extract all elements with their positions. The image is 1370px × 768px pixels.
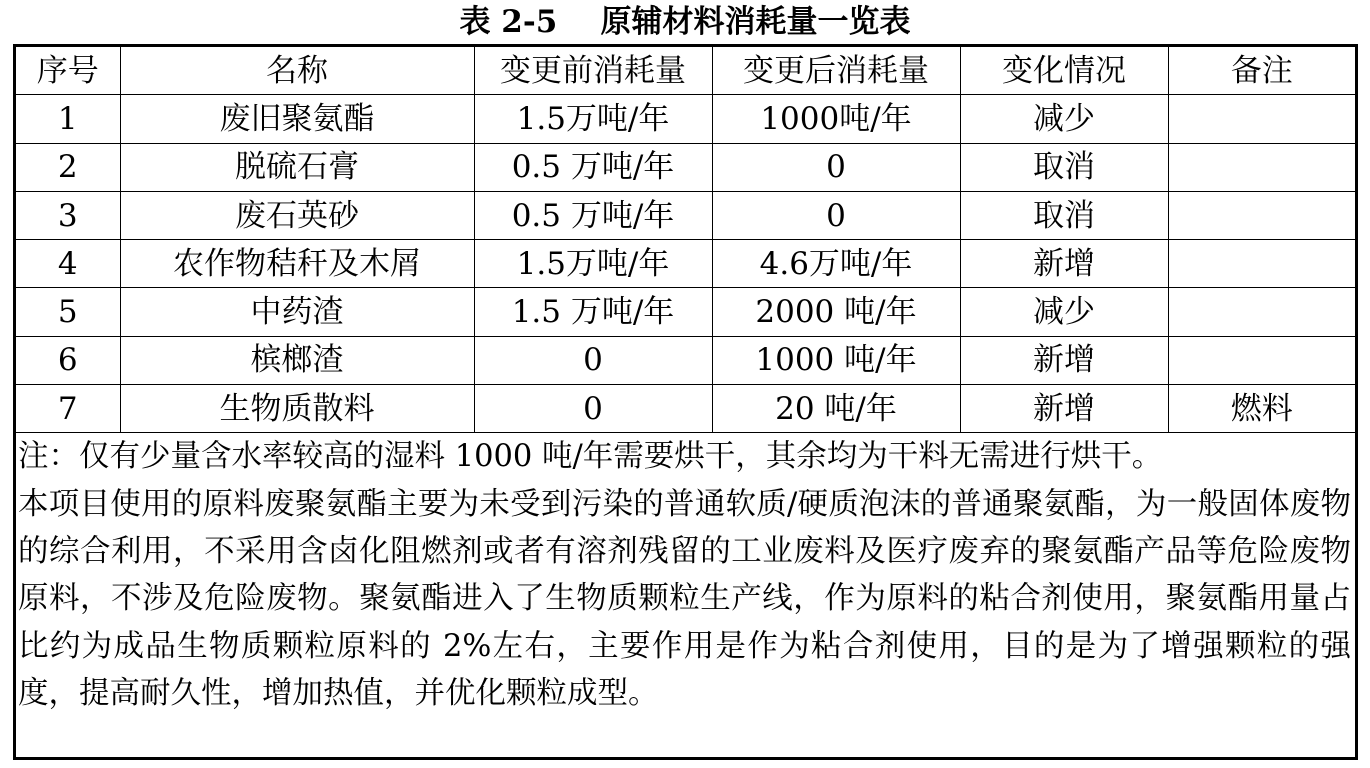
header-remark: 备注 — [1168, 47, 1355, 95]
cell-remark — [1168, 288, 1355, 336]
cell-index: 3 — [16, 191, 120, 239]
cell-after: 1000 吨/年 — [712, 336, 960, 384]
cell-index: 4 — [16, 240, 120, 288]
cell-after: 0 — [712, 143, 960, 191]
cell-change: 减少 — [960, 288, 1168, 336]
cell-after: 20 吨/年 — [712, 385, 960, 433]
cell-before: 0 — [474, 385, 712, 433]
materials-table — [16, 47, 1355, 433]
cell-change: 新增 — [960, 385, 1168, 433]
cell-remark — [1168, 191, 1355, 239]
cell-name: 农作物秸秆及木屑 — [120, 240, 474, 288]
cell-remark — [1168, 143, 1355, 191]
cell-change: 新增 — [960, 336, 1168, 384]
table-caption: 表 2-5 原辅材料消耗量一览表 — [459, 4, 911, 40]
cell-remark — [1168, 336, 1355, 384]
cell-before: 1.5万吨/年 — [474, 240, 712, 288]
table-row — [16, 143, 1355, 191]
table-row — [16, 336, 1355, 384]
table-row — [16, 288, 1355, 336]
cell-index: 6 — [16, 336, 120, 384]
cell-name: 生物质散料 — [120, 385, 474, 433]
header-after: 变更后消耗量 — [712, 47, 960, 95]
table-notes — [16, 433, 1355, 717]
header-change: 变化情况 — [960, 47, 1168, 95]
cell-name: 废石英砂 — [120, 191, 474, 239]
table-header-row — [16, 47, 1355, 95]
cell-remark — [1168, 95, 1355, 143]
cell-index: 2 — [16, 143, 120, 191]
cell-remark — [1168, 240, 1355, 288]
cell-name: 中药渣 — [120, 288, 474, 336]
cell-after: 1000吨/年 — [712, 95, 960, 143]
cell-before: 1.5万吨/年 — [474, 95, 712, 143]
cell-after: 2000 吨/年 — [712, 288, 960, 336]
cell-change: 取消 — [960, 191, 1168, 239]
cell-index: 7 — [16, 385, 120, 433]
table-frame — [13, 44, 1358, 760]
cell-name: 槟榔渣 — [120, 336, 474, 384]
cell-before: 0.5 万吨/年 — [474, 191, 712, 239]
cell-before: 0.5 万吨/年 — [474, 143, 712, 191]
cell-after: 4.6万吨/年 — [712, 240, 960, 288]
cell-change: 减少 — [960, 95, 1168, 143]
table-row — [16, 240, 1355, 288]
cell-change: 取消 — [960, 143, 1168, 191]
cell-before: 1.5 万吨/年 — [474, 288, 712, 336]
cell-before: 0 — [474, 336, 712, 384]
table-row — [16, 95, 1355, 143]
cell-remark: 燃料 — [1168, 385, 1355, 433]
cell-after: 0 — [712, 191, 960, 239]
note-line: 注：仅有少量含水率较高的湿料 1000 吨/年需要烘干，其余均为干料无需进行烘干。 — [18, 439, 1163, 475]
header-index: 序号 — [16, 47, 120, 95]
table-row — [16, 385, 1355, 433]
header-name: 名称 — [120, 47, 474, 95]
cell-name: 脱硫石膏 — [120, 143, 474, 191]
note-paragraph: 本项目使用的原料废聚氨酯主要为未受到污染的普通软质/硬质泡沫的普通聚氨酯，为一般固体废物的综合利用，不采用含卤化阻燃剂或者有溶剂残留的工业废料及医疗废弃的聚氨酯产品等危险废物原料，不涉及危险废物。聚氨酯进入了生物质颗粒生产线，作为原料的粘合剂使用，聚氨酯用量占比约为成品生物质颗粒原料的 2%左右，主要作用是作为粘合剂使用，目的是为了增强颗粒的强度，提高耐久性，增加热值，并优化颗粒成型。 — [18, 486, 1351, 711]
cell-index: 5 — [16, 288, 120, 336]
header-before: 变更前消耗量 — [474, 47, 712, 95]
cell-change: 新增 — [960, 240, 1168, 288]
table-row — [16, 191, 1355, 239]
cell-index: 1 — [16, 95, 120, 143]
cell-name: 废旧聚氨酯 — [120, 95, 474, 143]
